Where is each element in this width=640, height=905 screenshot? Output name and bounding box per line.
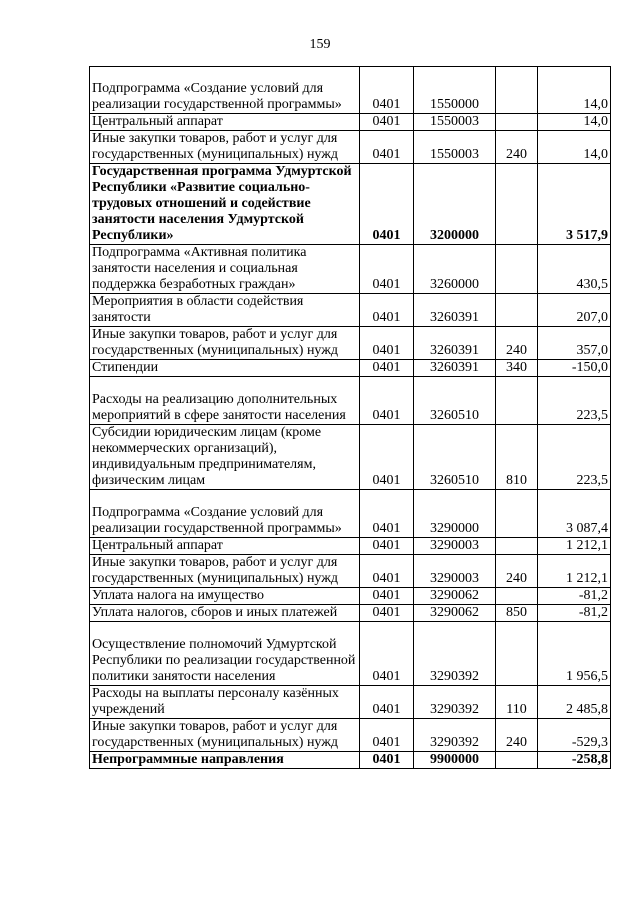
table-row [90,360,611,377]
row-amount-cell: 1 212,1 [538,555,611,588]
row-section-cell: 0401 [360,114,414,131]
row-target-article-cell: 3200000 [414,164,496,245]
row-expense-type-cell [496,377,538,425]
row-amount-cell: 430,5 [538,245,611,294]
row-target-article-cell: 3260510 [414,377,496,425]
table-row [90,752,611,769]
row-name-cell: Государственная программа Удмуртской Республики «Развитие социально-трудовых отношений и содействие занятости населения Удмуртской Республики» [90,164,360,245]
row-amount-cell: 207,0 [538,294,611,327]
row-name-cell: Подпрограмма «Создание условий для реализации государственной программы» [90,67,360,114]
row-amount-cell: 223,5 [538,425,611,490]
row-section-cell: 0401 [360,490,414,538]
row-expense-type-cell: 240 [496,327,538,360]
table-row [90,164,611,245]
table-row [90,555,611,588]
row-section-cell: 0401 [360,719,414,752]
row-section-cell: 0401 [360,164,414,245]
table-row [90,67,611,114]
row-amount-cell: 1 956,5 [538,622,611,686]
table-row [90,605,611,622]
row-amount-cell: -81,2 [538,588,611,605]
row-name-cell: Субсидии юридическим лицам (кроме некоммерческих организаций), индивидуальным предпринимателям, физическим лицам [90,425,360,490]
table-row [90,377,611,425]
row-target-article-cell: 3290062 [414,588,496,605]
row-amount-cell: 14,0 [538,131,611,164]
row-amount-cell: -150,0 [538,360,611,377]
row-expense-type-cell: 240 [496,719,538,752]
row-target-article-cell: 1550003 [414,131,496,164]
row-section-cell: 0401 [360,327,414,360]
row-name-cell: Стипендии [90,360,360,377]
table-row [90,622,611,686]
row-amount-cell: -81,2 [538,605,611,622]
row-expense-type-cell: 240 [496,555,538,588]
row-amount-cell: -529,3 [538,719,611,752]
row-target-article-cell: 3290003 [414,538,496,555]
row-amount-cell: 1 212,1 [538,538,611,555]
row-name-cell: Центральный аппарат [90,538,360,555]
budget-table-body [90,67,611,769]
table-row [90,245,611,294]
row-expense-type-cell: 850 [496,605,538,622]
row-section-cell: 0401 [360,294,414,327]
page-number: 159 [309,37,331,52]
row-name-cell: Подпрограмма «Создание условий для реализации государственной программы» [90,490,360,538]
row-section-cell: 0401 [360,245,414,294]
table-row [90,131,611,164]
row-expense-type-cell [496,588,538,605]
row-expense-type-cell [496,245,538,294]
row-target-article-cell: 3290392 [414,622,496,686]
row-expense-type-cell: 810 [496,425,538,490]
row-section-cell: 0401 [360,622,414,686]
row-amount-cell: 223,5 [538,377,611,425]
row-target-article-cell: 9900000 [414,752,496,769]
row-target-article-cell: 3290000 [414,490,496,538]
row-section-cell: 0401 [360,588,414,605]
row-expense-type-cell [496,622,538,686]
row-target-article-cell: 3290062 [414,605,496,622]
row-section-cell: 0401 [360,752,414,769]
table-row [90,719,611,752]
row-target-article-cell: 1550000 [414,67,496,114]
row-expense-type-cell: 240 [496,131,538,164]
row-name-cell: Иные закупки товаров, работ и услуг для государственных (муниципальных) нужд [90,131,360,164]
row-expense-type-cell [496,752,538,769]
row-section-cell: 0401 [360,425,414,490]
row-name-cell: Подпрограмма «Активная политика занятости населения и социальная поддержка безработных граждан» [90,245,360,294]
row-section-cell: 0401 [360,67,414,114]
row-expense-type-cell [496,294,538,327]
table-row [90,588,611,605]
row-target-article-cell: 3290392 [414,686,496,719]
row-section-cell: 0401 [360,538,414,555]
row-section-cell: 0401 [360,686,414,719]
row-section-cell: 0401 [360,555,414,588]
table-row [90,114,611,131]
table-row [90,294,611,327]
row-target-article-cell: 3260000 [414,245,496,294]
row-amount-cell: 3 517,9 [538,164,611,245]
row-name-cell: Мероприятия в области содействия занятости [90,294,360,327]
row-expense-type-cell [496,67,538,114]
row-expense-type-cell [496,538,538,555]
row-amount-cell: -258,8 [538,752,611,769]
row-section-cell: 0401 [360,605,414,622]
row-target-article-cell: 3290392 [414,719,496,752]
table-row [90,686,611,719]
row-name-cell: Иные закупки товаров, работ и услуг для государственных (муниципальных) нужд [90,555,360,588]
row-expense-type-cell: 340 [496,360,538,377]
table-row [90,490,611,538]
row-name-cell: Иные закупки товаров, работ и услуг для государственных (муниципальных) нужд [90,327,360,360]
row-target-article-cell: 3260510 [414,425,496,490]
row-expense-type-cell: 110 [496,686,538,719]
row-name-cell: Непрограммные направления [90,752,360,769]
table-row [90,327,611,360]
row-target-article-cell: 3260391 [414,294,496,327]
row-name-cell: Расходы на выплаты персоналу казённых учреждений [90,686,360,719]
row-name-cell: Осуществление полномочий Удмуртской Республики по реализации государственной политики занятости населения [90,622,360,686]
row-amount-cell: 357,0 [538,327,611,360]
row-section-cell: 0401 [360,131,414,164]
table-row [90,425,611,490]
row-amount-cell: 14,0 [538,114,611,131]
row-expense-type-cell [496,164,538,245]
budget-table [89,66,611,769]
row-name-cell: Центральный аппарат [90,114,360,131]
row-name-cell: Уплата налога на имущество [90,588,360,605]
row-target-article-cell: 1550003 [414,114,496,131]
row-expense-type-cell [496,490,538,538]
row-amount-cell: 2 485,8 [538,686,611,719]
table-row [90,538,611,555]
row-name-cell: Расходы на реализацию дополнительных мероприятий в сфере занятости населения [90,377,360,425]
row-expense-type-cell [496,114,538,131]
row-section-cell: 0401 [360,377,414,425]
row-target-article-cell: 3260391 [414,327,496,360]
row-name-cell: Иные закупки товаров, работ и услуг для государственных (муниципальных) нужд [90,719,360,752]
row-section-cell: 0401 [360,360,414,377]
row-target-article-cell: 3290003 [414,555,496,588]
row-amount-cell: 14,0 [538,67,611,114]
row-target-article-cell: 3260391 [414,360,496,377]
row-amount-cell: 3 087,4 [538,490,611,538]
row-name-cell: Уплата налогов, сборов и иных платежей [90,605,360,622]
